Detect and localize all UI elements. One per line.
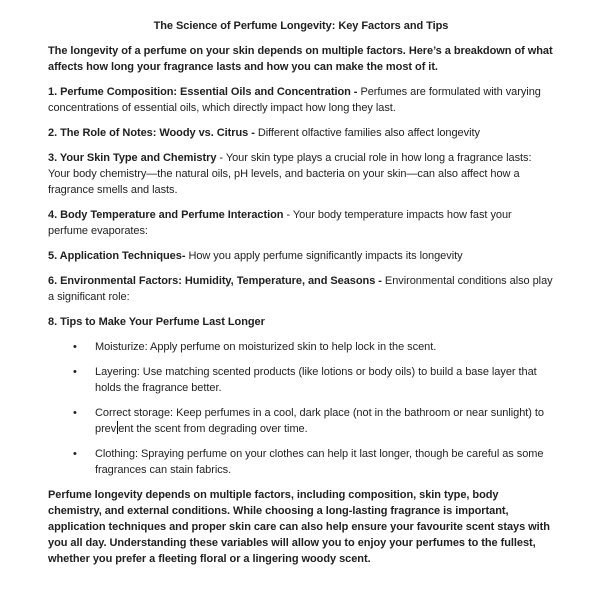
section-heading: 4. Body Temperature and Perfume Interaction bbox=[48, 209, 284, 221]
section-body: - Your body temperature impacts how fast your perfume evaporates: bbox=[48, 209, 512, 237]
section-heading: 6. Environmental Factors: Humidity, Temperature, and Seasons - bbox=[48, 275, 382, 287]
section-body: Environmental conditions also play a significant role: bbox=[48, 275, 553, 303]
bullet-text: Clothing: Spraying perfume on your clothes can help it last longer, though be careful as some fragrances can stain fabrics. bbox=[95, 448, 544, 476]
conclusion-paragraph[interactable]: Perfume longevity depends on multiple factors, including composition, skin type, body chemistry, and external conditions. While choosing a long-lasting fragrance is important, application techniques and proper skin care can also help ensure your favourite scent stays with you all day. Understanding these variables will allow you to enjoy your perfumes to the fullest, whether you prefer a fleeting floral or a lingering woody scent. bbox=[48, 489, 550, 565]
section-heading: 8. Tips to Make Your Perfume Last Longer bbox=[48, 316, 265, 328]
intro-paragraph[interactable]: The longevity of a perfume on your skin depends on multiple factors. Here’s a breakdown of what affects how long your fragrance lasts and how you can make the most of it. bbox=[48, 45, 553, 73]
section-body: - Your skin type plays a crucial role in how long a fragrance lasts: Your body chemistry—the natural oils, pH levels, and bacteria on your skin—can also affect how a fragrance smells and lasts. bbox=[48, 152, 532, 196]
section-heading: 1. Perfume Composition: Essential Oils and Concentration - bbox=[48, 86, 358, 98]
section-heading: 3. Your Skin Type and Chemistry bbox=[48, 152, 217, 164]
section-paragraph-6[interactable] bbox=[48, 273, 554, 305]
section-paragraph-3[interactable] bbox=[48, 150, 554, 198]
section-body: How you apply perfume significantly impacts its longevity bbox=[185, 250, 463, 262]
bullet-text: Moisturize: Apply perfume on moisturized skin to help lock in the scent. bbox=[95, 341, 437, 353]
bullet-text: Layering: Use matching scented products (like lotions or body oils) to build a base layer that holds the fragrance better. bbox=[95, 366, 537, 394]
section-paragraph-2[interactable] bbox=[48, 125, 554, 141]
section-body: Perfumes are formulated with varying concentrations of essential oils, which directly impact how long they last. bbox=[48, 86, 541, 114]
section-paragraph-5[interactable] bbox=[48, 248, 554, 264]
document-title[interactable]: The Science of Perfume Longevity: Key Factors and Tips bbox=[153, 20, 449, 32]
bullet-text-after-caret: ent the scent from degrading over time. bbox=[118, 423, 308, 435]
bullet-item-moisturize[interactable] bbox=[48, 339, 554, 355]
section-paragraph-8[interactable] bbox=[48, 314, 554, 330]
bullet-item-clothing[interactable] bbox=[48, 446, 554, 478]
bullet-item-layering[interactable] bbox=[48, 364, 554, 396]
bullet-item-storage[interactable] bbox=[48, 405, 554, 437]
bullet-text-before-caret: Correct storage: Keep perfumes in a cool, dark place (not in the bathroom or near sunlight) to prev bbox=[95, 407, 544, 435]
section-heading: 2. The Role of Notes: Woody vs. Citrus - bbox=[48, 127, 255, 139]
section-heading: 5. Application Techniques- bbox=[48, 250, 186, 262]
section-paragraph-4[interactable] bbox=[48, 207, 554, 239]
section-body: Different olfactive families also affect longevity bbox=[254, 127, 480, 139]
section-paragraph-1[interactable] bbox=[48, 84, 554, 116]
tips-bullet-list bbox=[48, 339, 554, 478]
